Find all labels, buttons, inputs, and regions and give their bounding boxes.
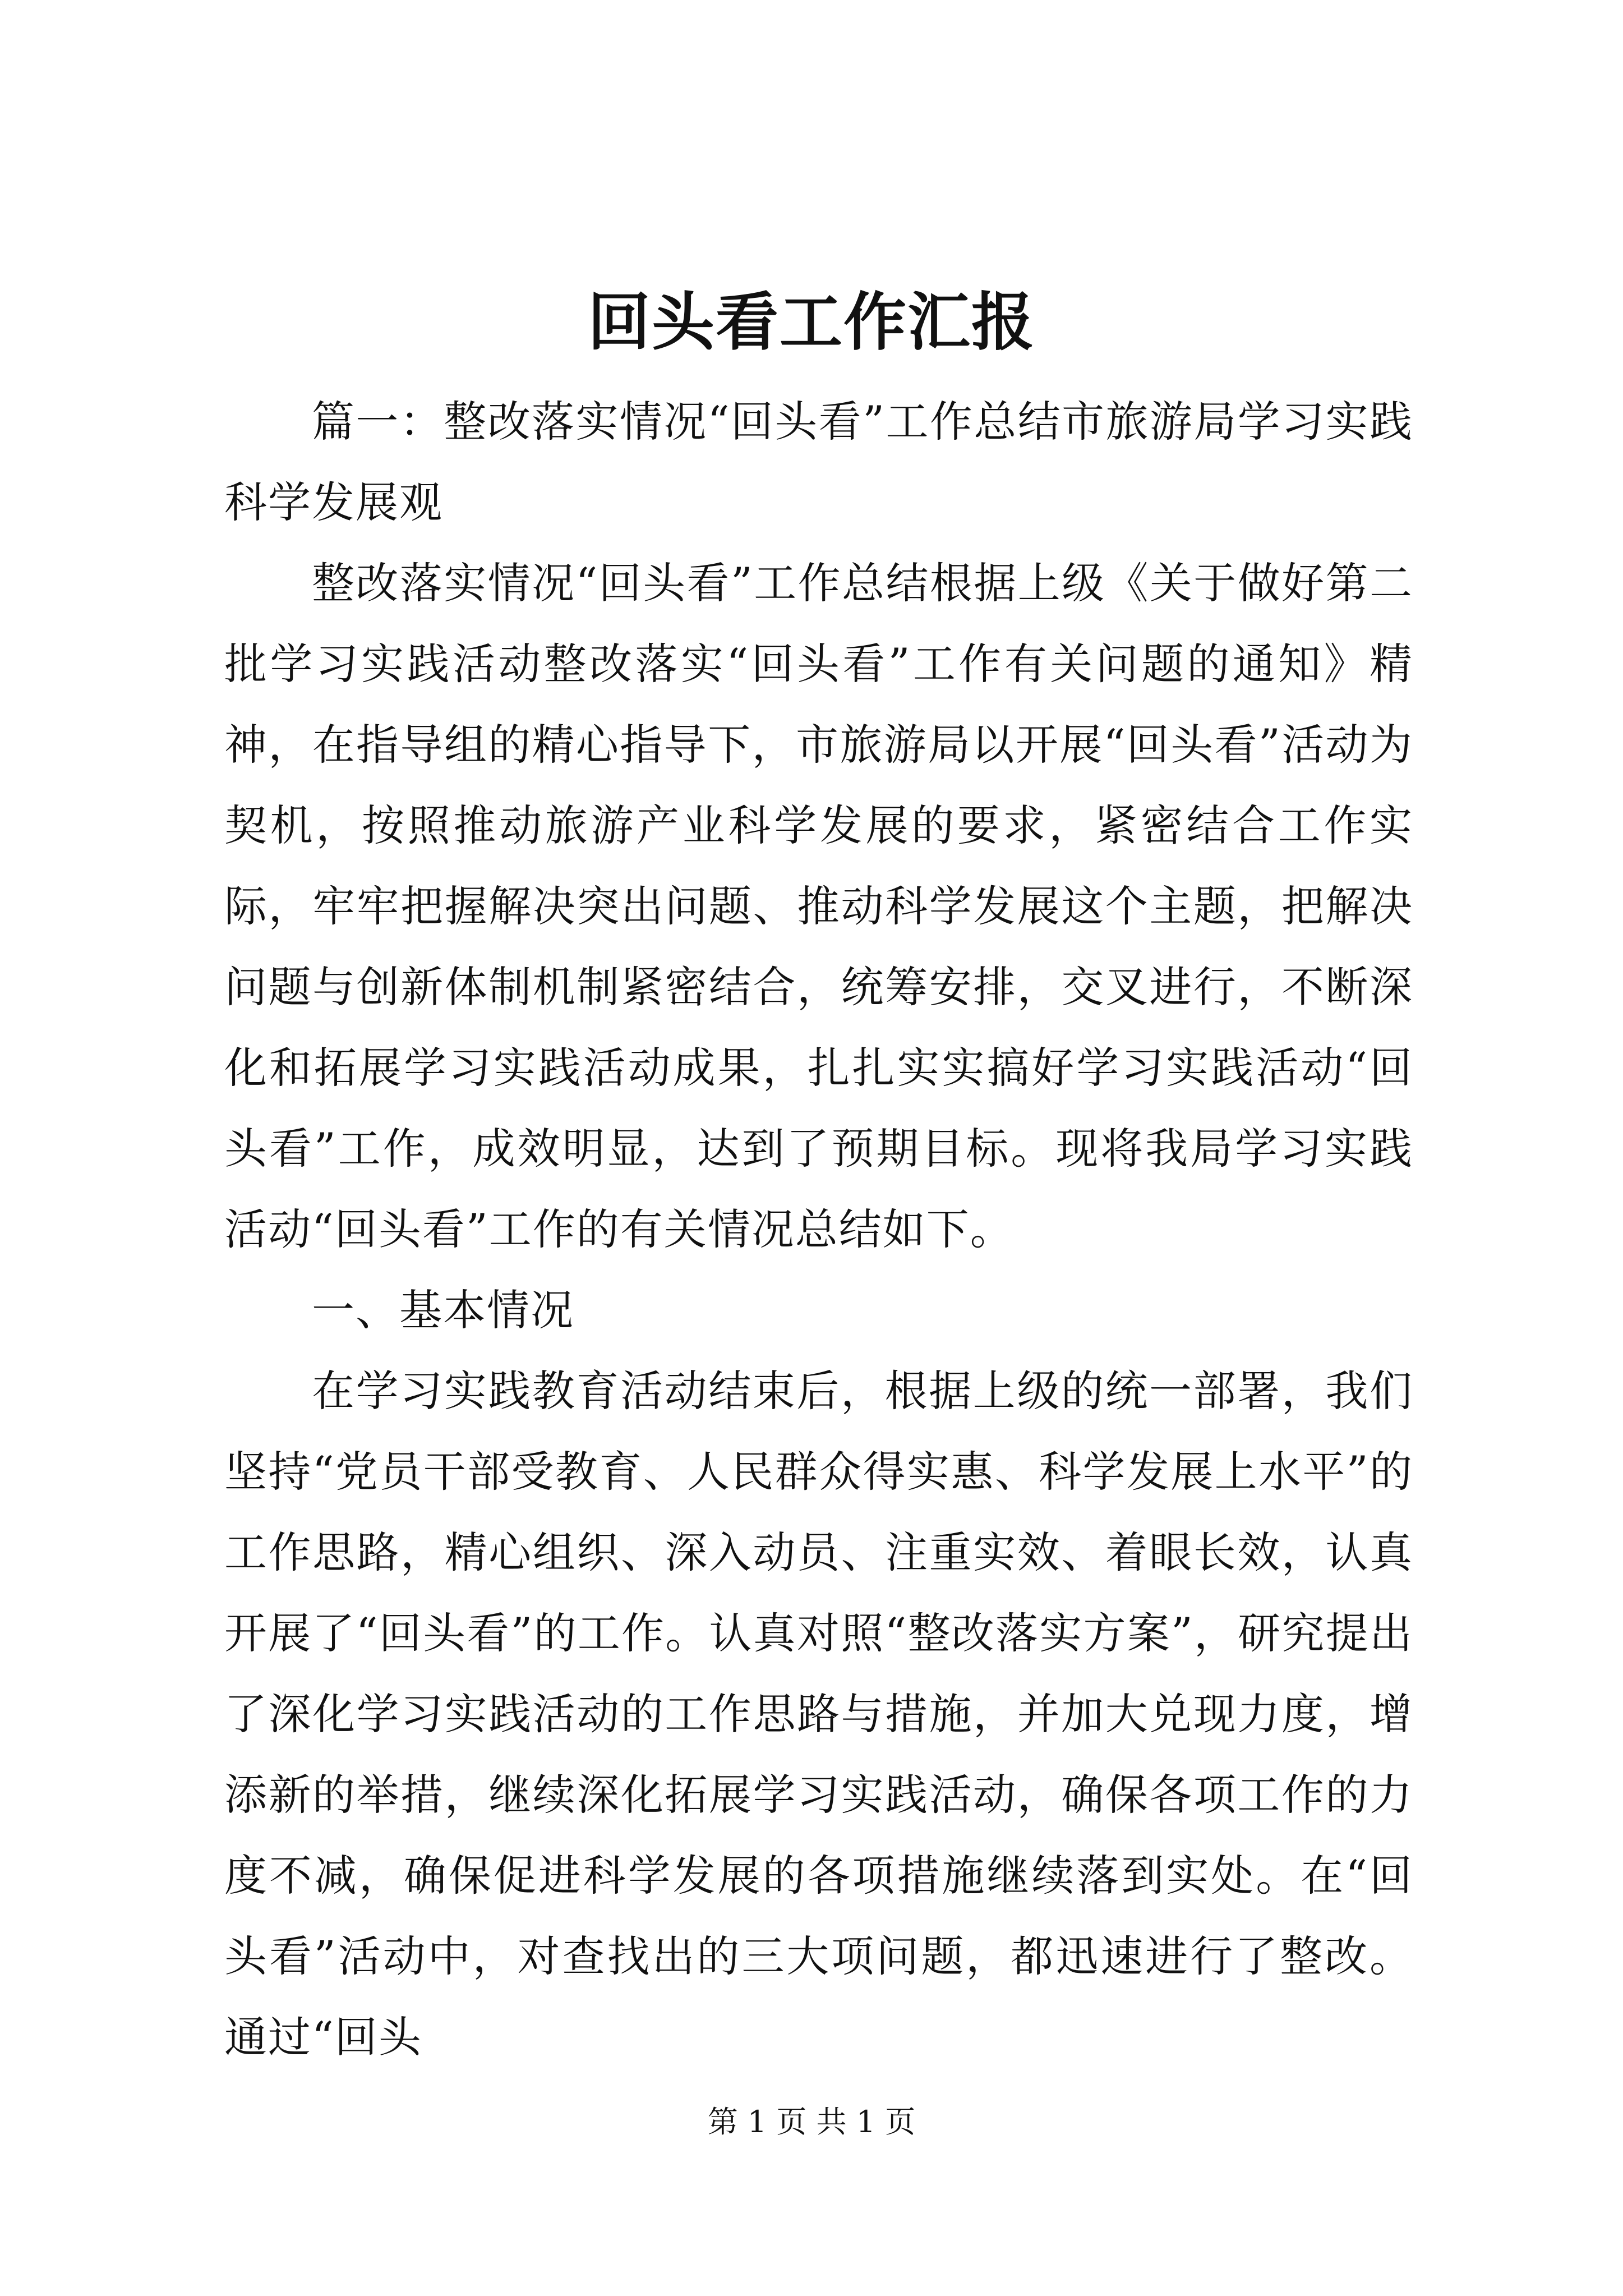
section-heading-paragraph: 篇一：整改落实情况“回头看”工作总结市旅游局学习实践科学发展观 [224, 397, 1413, 527]
document-body [224, 381, 1413, 2078]
document-title: 回头看工作汇报 [588, 286, 1035, 359]
body-paragraph: 在学习实践教育活动结束后，根据上级的统一部署，我们坚持“党员干部受教育、人民群众得实惠、科学发展上水平”的工作思路，精心组织、深入动员、注重实效、着眼长效，认真开展了“回头看”的工作。认真对照“整改落实方案”，研究提出了深化学习实践活动的工作思路与措施，并加大兑现力度，增添新的举措，继续深化拓展学习实践活动，确保各项工作的力度不减，确保促进科学发展的各项措施继续落到实处。在“回头看”活动中，对查找出的三大项问题，都迅速进行了整改。通过“回头 [224, 1366, 1413, 2062]
page-footer: 第 1 页 共 1 页 [707, 2104, 916, 2139]
subsection-heading: 一、基本情况 [312, 1285, 574, 1335]
body-paragraph: 整改落实情况“回头看”工作总结根据上级《关于做好第二批学习实践活动整改落实“回头看”工作有关问题的通知》精神，在指导组的精心指导下，市旅游局以开展“回头看”活动为契机，按照推动旅游产业科学发展的要求，紧密结合工作实际，牢牢把握解决突出问题、推动科学发展这个主题，把解决问题与创新体制机制紧密结合，统筹安排，交叉进行，不断深化和拓展学习实践活动成果，扎扎实实搞好学习实践活动“回头看”工作，成效明显，达到了预期目标。现将我局学习实践活动“回头看”工作的有关情况总结如下。 [224, 558, 1413, 1254]
